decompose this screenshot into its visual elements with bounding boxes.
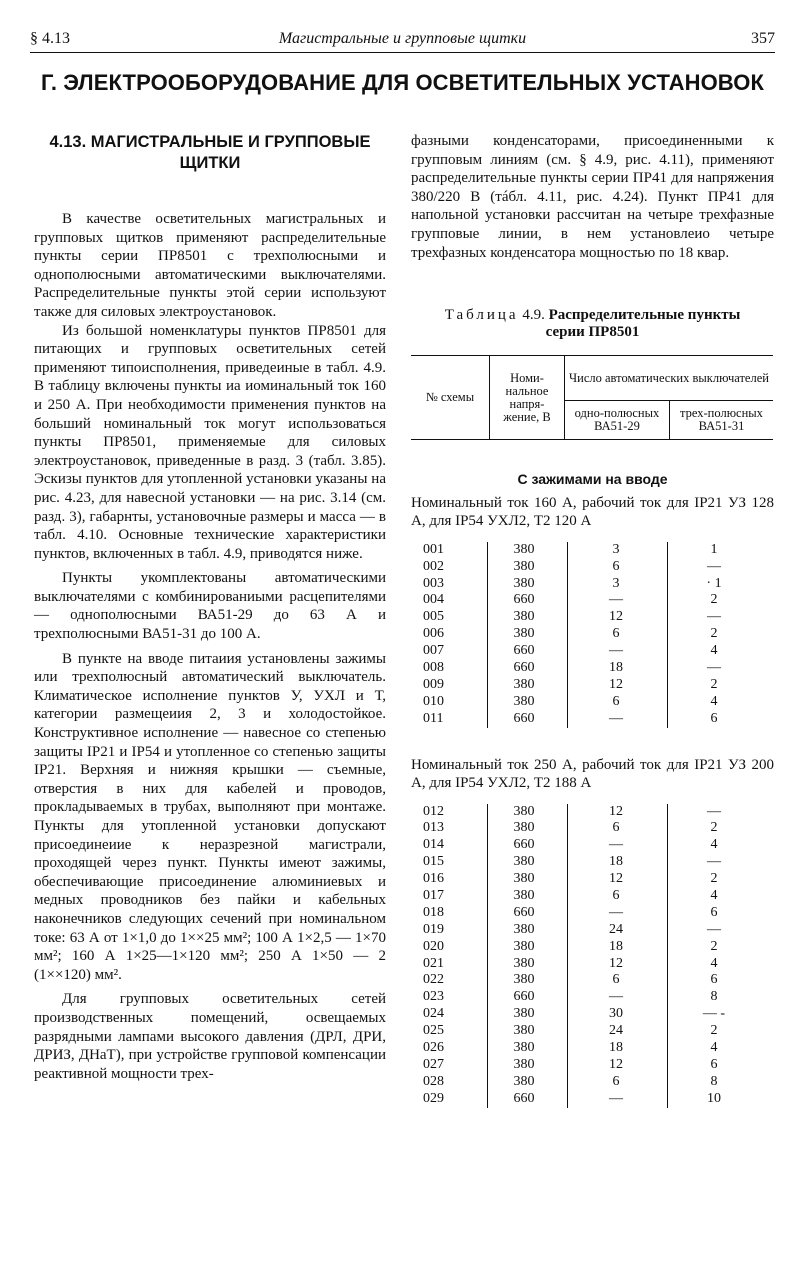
cell-voltage: 660: [513, 592, 535, 608]
cell-triple-pole: —: [707, 558, 721, 574]
cell-triple-pole: · 1: [706, 575, 722, 591]
table-group-160: [411, 542, 774, 728]
table-row: [411, 1074, 774, 1091]
cell-scheme: 015: [423, 854, 444, 870]
chapter-title: Г. ЭЛЕКТРООБОРУДОВАНИЕ ДЛЯ ОСВЕТИТЕЛЬНЫХ УСТАНОВОК: [41, 70, 764, 95]
cell-single-pole: 6: [612, 558, 620, 574]
cell-triple-pole: 2: [710, 938, 718, 954]
cell-single-pole: 18: [609, 1040, 623, 1056]
cell-voltage: 660: [513, 1090, 535, 1106]
cell-voltage: 380: [513, 626, 535, 642]
cell-single-pole: 3: [612, 541, 620, 557]
table-row: [411, 972, 774, 989]
table-row: [411, 905, 774, 922]
table-row: [411, 576, 774, 593]
paragraph: В качестве осветительных магистральных и групповых щитков применяют распределительные пункты серии ПР8501 с трехполюсными и однополюсными автоматическими выключателями. Распределительные пункты этой серии используют также для силовых электроустановок.: [34, 211, 386, 320]
table-row: [411, 711, 774, 728]
cell-single-pole: —: [609, 1090, 623, 1106]
table-row: [411, 820, 774, 837]
cell-triple-pole: 6: [710, 710, 718, 726]
cell-scheme: 012: [423, 803, 444, 819]
cell-voltage: 380: [513, 921, 535, 937]
table-row: [411, 1006, 774, 1023]
cell-triple-pole: 2: [710, 871, 718, 887]
cell-triple-pole: 4: [710, 693, 718, 709]
cell-triple-pole: 6: [710, 972, 718, 988]
cell-scheme: 029: [423, 1090, 444, 1106]
table-row: [411, 837, 774, 854]
cell-voltage: 380: [513, 575, 535, 591]
cell-single-pole: 6: [612, 693, 620, 709]
table-row: [411, 888, 774, 905]
paragraph: Для групповых осветительных сетей производственных помещений, освещаемых разрядными лампами высокого давления (ДРЛ, ДРИ, ДРИЗ, ДНаТ), при устройстве групповой компенсации реактивной мощности трех-: [34, 991, 386, 1082]
cell-scheme: 028: [423, 1073, 444, 1089]
table-caption: Таблица 4.9. Распределительные пункты серии ПР8501: [444, 307, 741, 341]
header-page-number: 357: [751, 30, 775, 47]
cell-triple-pole: 8: [710, 989, 718, 1005]
cell-voltage: 380: [513, 1056, 535, 1072]
cell-triple-pole: 1: [710, 541, 718, 557]
cell-voltage: 380: [513, 609, 535, 625]
right-column: [411, 132, 774, 1108]
cell-single-pole: 6: [612, 626, 620, 642]
cell-single-pole: 6: [612, 1073, 620, 1089]
table-header: [411, 355, 773, 440]
cell-voltage: 380: [513, 558, 535, 574]
cell-voltage: 660: [513, 659, 535, 675]
cell-single-pole: 18: [609, 659, 623, 675]
cell-voltage: 380: [513, 541, 535, 557]
cell-scheme: 019: [423, 921, 444, 937]
cell-scheme: 021: [423, 955, 444, 971]
cell-single-pole: —: [609, 710, 623, 726]
cell-voltage: 380: [513, 1073, 535, 1089]
header-section: § 4.13: [30, 30, 70, 47]
cell-single-pole: 18: [609, 938, 623, 954]
cell-voltage: 380: [513, 1006, 535, 1022]
cell-voltage: 380: [513, 972, 535, 988]
cell-single-pole: —: [609, 989, 623, 1005]
cell-single-pole: 30: [609, 1006, 623, 1022]
cell-scheme: 022: [423, 972, 444, 988]
cell-triple-pole: —: [707, 854, 721, 870]
header-scheme: № схемы: [411, 356, 490, 440]
cell-scheme: 009: [423, 676, 444, 692]
table-row: [411, 1057, 774, 1074]
cell-scheme: 010: [423, 693, 444, 709]
cell-triple-pole: 6: [710, 1056, 718, 1072]
header-rule: [30, 52, 775, 53]
cell-scheme: 004: [423, 592, 444, 608]
table-row: [411, 854, 774, 871]
cell-voltage: 380: [513, 854, 535, 870]
cell-single-pole: —: [609, 643, 623, 659]
cell-scheme: 023: [423, 989, 444, 1005]
cell-scheme: 026: [423, 1040, 444, 1056]
table-row: [411, 643, 774, 660]
cell-voltage: 380: [513, 871, 535, 887]
cell-triple-pole: 2: [710, 626, 718, 642]
table-row: [411, 559, 774, 576]
cell-triple-pole: 2: [710, 592, 718, 608]
cell-scheme: 017: [423, 888, 444, 903]
cell-voltage: 380: [513, 693, 535, 709]
table-row: [411, 939, 774, 956]
cell-scheme: 011: [423, 710, 444, 726]
cell-single-pole: 12: [609, 609, 623, 625]
table-row: [411, 956, 774, 973]
header-running-title: Магистральные и групповые щитки: [278, 30, 527, 47]
table-row: [411, 922, 774, 939]
cell-single-pole: 18: [609, 854, 623, 870]
cell-triple-pole: —: [707, 803, 721, 819]
header-triple-pole: трех-полюсных ВА51-31: [669, 401, 773, 440]
table-row: [411, 542, 774, 559]
cell-triple-pole: 2: [710, 820, 718, 836]
cell-triple-pole: — -: [702, 1006, 726, 1022]
cell-voltage: 380: [513, 955, 535, 971]
table-subheading: С зажимами на вводе: [517, 471, 668, 488]
cell-voltage: 380: [513, 1023, 535, 1039]
cell-voltage: 660: [513, 989, 535, 1005]
header-voltage: Номи-нальное напря-жение, В: [490, 356, 565, 440]
cell-voltage: 380: [513, 888, 535, 903]
cell-voltage: 380: [513, 820, 535, 836]
table-row: [411, 677, 774, 694]
cell-single-pole: 6: [612, 972, 620, 988]
cell-scheme: 024: [423, 1006, 444, 1022]
header-breakers: Число автоматических выключателей: [565, 356, 774, 401]
cell-voltage: 380: [513, 1040, 535, 1056]
cell-scheme: 002: [423, 558, 444, 574]
cell-scheme: 007: [423, 643, 444, 659]
table-group-250: [411, 804, 774, 1108]
paragraph: фазными конденсаторами, присоединенными к групповым линиям (см. § 4.9, рис. 4.11), применяют распределительные пункты серии ПР41 для напряжения 380/220 В (тáбл. 4.11, рис. 4.24). Пункт ПР41 для напольной установки рассчитан на четыре трехфазные групповые линии, в нем установлеио четыре трехфазных конденсатора мощностью по 18 квар.: [411, 133, 774, 261]
cell-single-pole: 12: [609, 955, 623, 971]
cell-scheme: 027: [423, 1056, 444, 1072]
cell-single-pole: 12: [609, 803, 623, 819]
group-caption: Номинальный ток 160 А, рабочий ток для IP21 УЗ 128 А, для IP54 УХЛ2, Т2 120 А: [411, 494, 774, 529]
cell-scheme: 018: [423, 904, 444, 920]
cell-triple-pole: 4: [710, 955, 718, 971]
table-row: [411, 804, 774, 821]
cell-single-pole: 12: [609, 871, 623, 887]
cell-triple-pole: —: [707, 921, 721, 937]
paragraph: Из большой номенклатуры пунктов ПР8501 для питающих и групповых осветительных сетей применяют типоисполнения, приведеиные в табл. 4.9. В таблицу включены пункты иа иоминальный ток 160 и 250 А. При необходимости применения пунктов на больший номинальный ток могут использоваться пункты ПР8501, применяемые для силовых электроустановок, приведенные в разд. 3 (табл. 3.85). Эскизы пунктов для утопленной установки указаны на рис. 4.23, для навесной установки — на рис. 3.14 (см. разд. 3), габарнты, установочные размеры и масса — в табл. 4.10. Основные технические характеристики пунктов, включенных в табл. 4.9, приводятся ниже.: [34, 322, 386, 562]
paragraph: Пункты укомплектованы автоматическими выключателями с комбинированиыми расцепителями — однополюсными ВА51-29 до 63 А и трехполюсными ВА51-31 до 100 А.: [34, 570, 386, 643]
cell-triple-pole: 4: [710, 837, 718, 853]
cell-single-pole: 12: [609, 676, 623, 692]
cell-voltage: 660: [513, 837, 535, 853]
cell-triple-pole: 2: [710, 676, 718, 692]
left-column: [34, 132, 386, 1083]
cell-triple-pole: 10: [707, 1090, 721, 1106]
cell-single-pole: 12: [609, 1056, 623, 1072]
cell-single-pole: 24: [609, 921, 623, 937]
cell-triple-pole: 2: [710, 1023, 718, 1039]
table-row: [411, 1091, 774, 1108]
cell-voltage: 380: [513, 803, 535, 819]
cell-single-pole: 24: [609, 1023, 623, 1039]
cell-single-pole: 3: [612, 575, 620, 591]
cell-scheme: 005: [423, 609, 444, 625]
table-row: [411, 1023, 774, 1040]
cell-scheme: 020: [423, 938, 444, 954]
running-header: [30, 30, 775, 50]
cell-voltage: 380: [513, 676, 535, 692]
table-row: [411, 626, 774, 643]
cell-single-pole: —: [609, 837, 623, 853]
cell-scheme: 016: [423, 871, 444, 887]
cell-scheme: 025: [423, 1023, 444, 1039]
cell-single-pole: —: [609, 904, 623, 920]
cell-scheme: 014: [423, 837, 444, 853]
cell-triple-pole: 4: [710, 643, 718, 659]
table-row: [411, 989, 774, 1006]
table-row: [411, 660, 774, 677]
cell-scheme: 006: [423, 626, 444, 642]
cell-triple-pole: 8: [710, 1073, 718, 1089]
cell-scheme: 003: [423, 575, 444, 591]
paragraph: В пункте на вводе питаиия установлены зажимы или трехполюсный автоматический выключатель. Климатическое исполнение пунктов У, УХЛ и Т, категории размещеиия 2, 3 и холодостойкое. Конструктивное исполнение — навесное со степенью защиты IP21 и IP54 и утопленное со степенью защиты IP21. Верхняя и нижняя крышки — съемные, отверстия в них для кабелей и проводов, прокладываемых в трубах, выполняют при монтаже. Пункты для утопленной установки допускают присоединеиие к неразрезной магистрали, проходящей через пункт. Пункты имеют зажимы, обеспечивающие присоединение алюминиевых и медных проводников без пайки и кабельных наконечников следующих сечений при номинальном токе: 63 А от 1×1,0 до 1××25 мм²; 100 А 1×2,5 — 1×70 мм²; 160 А 1×25—1×120 мм²; 250 А 1×50 — 2 (1××120) мм².: [34, 650, 386, 983]
table-row: [411, 592, 774, 609]
cell-triple-pole: 6: [710, 904, 718, 920]
cell-voltage: 380: [513, 938, 535, 954]
table-row: [411, 871, 774, 888]
table-row: [411, 1040, 774, 1057]
header-single-pole: одно-полюсных ВА51-29: [565, 401, 670, 440]
table-row: [411, 694, 774, 711]
cell-single-pole: —: [609, 592, 623, 608]
section-heading: 4.13. МАГИСТРАЛЬНЫЕ И ГРУППОВЫЕ ЩИТКИ: [49, 133, 371, 172]
cell-triple-pole: —: [707, 609, 721, 625]
cell-single-pole: 6: [612, 820, 620, 836]
cell-scheme: 001: [423, 541, 444, 557]
table-row: [411, 609, 774, 626]
cell-voltage: 660: [513, 643, 535, 659]
cell-triple-pole: —: [707, 659, 721, 675]
cell-scheme: 013: [423, 820, 444, 836]
cell-scheme: 008: [423, 659, 444, 675]
cell-single-pole: 6: [612, 888, 620, 903]
cell-triple-pole: 4: [710, 1040, 718, 1056]
group-caption: Номинальный ток 250 А, рабочий ток для IP21 УЗ 200 А, для IP54 УХЛ2, Т2 188 А: [411, 756, 774, 791]
cell-voltage: 660: [513, 710, 535, 726]
cell-triple-pole: 4: [710, 888, 718, 903]
cell-voltage: 660: [513, 904, 535, 920]
